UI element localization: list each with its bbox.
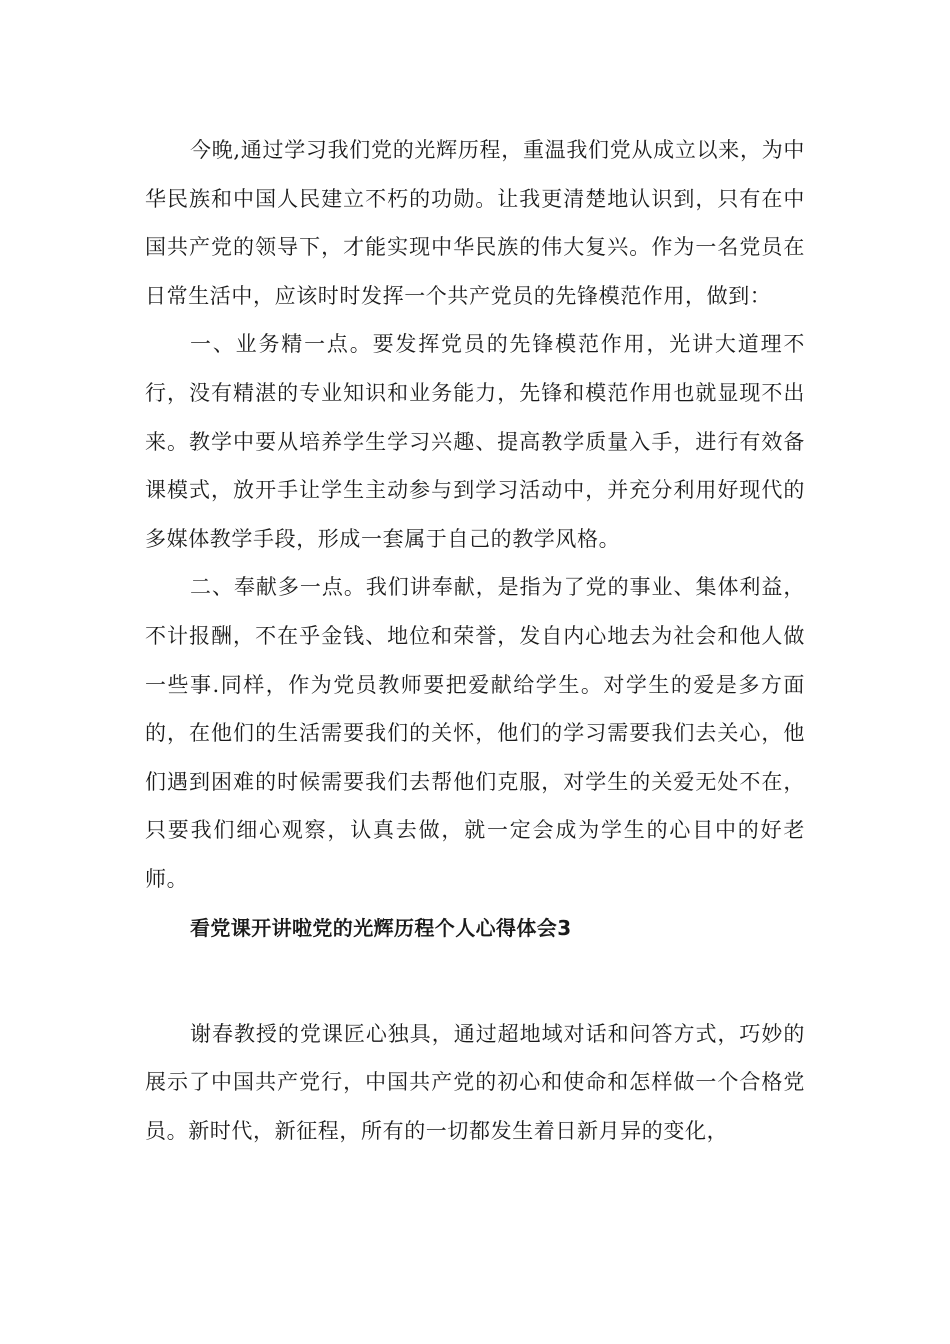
paragraph-section3-intro: 谢春教授的党课匠心独具，通过超地域对话和问答方式，巧妙的展示了中国共产党行，中国共产党的初心和使命和怎样做一个合格党员。新时代，新征程，所有的一切都发生着日新月异的变化，: [145, 1021, 805, 1143]
section-spacer: [145, 952, 805, 1010]
paragraph-intro: 今晚,通过学习我们党的光辉历程，重温我们党从成立以来，为中华民族和中国人民建立不朽的功勋。让我更清楚地认识到，只有在中国共产党的领导下，才能实现中华民族的伟大复兴。作为一名党员在日常生活中，应该时时发挥一个共产党员的先锋模范作用，做到：: [145, 138, 805, 308]
section-heading: 看党课开讲啦党的光辉历程个人心得体会3: [190, 915, 572, 940]
paragraph-point-one: 一、业务精一点。要发挥党员的先锋模范作用，光讲大道理不行，没有精湛的专业知识和业务能力，先锋和模范作用也就显现不出来。教学中要从培养学生学习兴趣、提高教学质量入手，进行有效备课模式，放开手让学生主动参与到学习活动中，并充分利用好现代的多媒体教学手段，形成一套属于自己的教学风格。: [145, 332, 805, 551]
document-page: [145, 126, 805, 1155]
paragraph-point-two: 二、奉献多一点。我们讲奉献，是指为了党的事业、集体利益，不计报酬，不在乎金钱、地位和荣誉，发自内心地去为社会和他人做一些事.同样，作为党员教师要把爱献给学生。对学生的爱是多方面的，在他们的生活需要我们的关怀，他们的学习需要我们去关心，他们遇到困难的时候需要我们去帮他们克服，对学生的关爱无处不在，只要我们细心观察，认真去做，就一定会成为学生的心目中的好老师。: [145, 575, 805, 891]
